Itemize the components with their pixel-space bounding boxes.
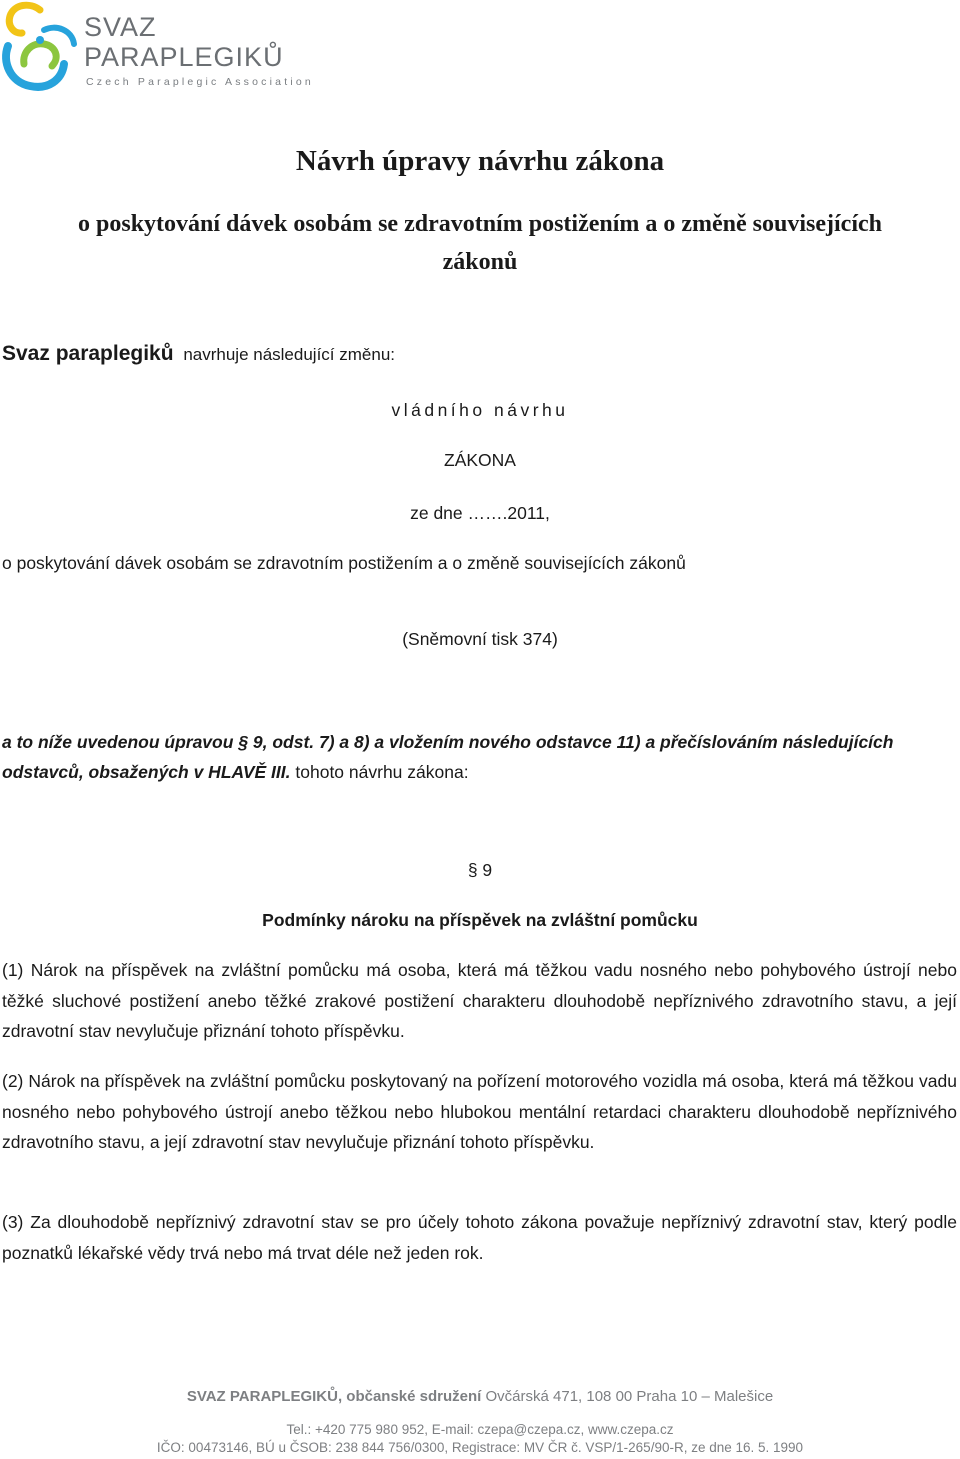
footer-registration: IČO: 00473146, BÚ u ČSOB: 238 844 756/0300, Registrace: MV ČR č. VSP/1-265/90-R, ze dne 16. 5. 1990 [156,1440,804,1455]
section-number: § 9 [467,860,493,880]
section-paragraph-1: (1) Nárok na příspěvek na zvláštní pomůcku má osoba, která má těžkou vadu nosného nebo pohybového ústrojí nebo těžké sluchové postižení anebo těžké zrakové postižení charakteru dlouhodobě nepříznivého zdravotního stavu, a její zdravotní stav nevylučuje přiznání tohoto příspěvku. [2,960,957,1041]
footer-organization: SVAZ PARAPLEGIKŮ, občanské sdružení [186,1388,482,1405]
bill-print-number: (Sněmovní tisk 374) [402,629,558,649]
bill-date: ze dne …….2011, [410,503,550,523]
logo-text-paraplegiku: PARAPLEGIKŮ [84,42,284,72]
bill-law-label: ZÁKONA [444,450,516,470]
amendment-italic-text: a to níže uvedenou úpravou § 9, odst. 7) a 8) a vložením nového odstavce 11) a přečíslováním následujících odstavců, obsažených v HLAVĚ III. [2,732,894,782]
logo-text-svaz: SVAZ [84,12,157,42]
section-paragraph-3: (3) Za dlouhodobě nepříznivý zdravotní stav se pro účely tohoto zákona považuje nepříznivý zdravotní stav, který podle poznatků lékařské vědy trvá nebo má trvat déle než jeden rok. [2,1212,957,1263]
logo-tagline: Czech Paraplegic Association [86,76,314,88]
section-paragraph-2: (2) Nárok na příspěvek na zvláštní pomůcku poskytovaný na pořízení motorového vozidla má osoba, která má těžkou vadu nosného nebo pohybového ústrojí anebo těžkou nebo hlubokou mentální retardaci charakteru dlouhodobě nepříznivého zdravotního stavu, a její zdravotní stav nevylučuje přiznání tohoto příspěvku. [2,1071,957,1152]
footer-address: Ovčárská 471, 108 00 Praha 10 – Malešice [485,1388,774,1405]
amendment-plain-text: tohoto návrhu zákona: [290,762,469,782]
organization-logo [0,0,314,100]
intro-line [2,342,395,366]
bill-spaced-label: vládního návrhu [391,400,569,420]
footer-contact: Tel.: +420 775 980 952, E-mail: czepa@czepa.cz, www.czepa.cz [286,1422,674,1437]
footer-address-line [0,1388,960,1405]
document-title: Návrh úpravy návrhu zákona [295,145,665,177]
intro-organization: Svaz paraplegiků [2,342,174,365]
intro-text: navrhuje následující změnu: [183,345,395,364]
amendment-description [2,727,958,787]
section-heading: Podmínky nároku na příspěvek na zvláštní pomůcku [262,910,698,930]
logo-swirl-icon [0,0,84,100]
document-subtitle: o poskytování dávek osobám se zdravotním postižením a o změně souvisejících zákonů [78,211,882,275]
bill-name: o poskytování dávek osobám se zdravotním postižením a o změně souvisejících zákonů [2,553,686,573]
